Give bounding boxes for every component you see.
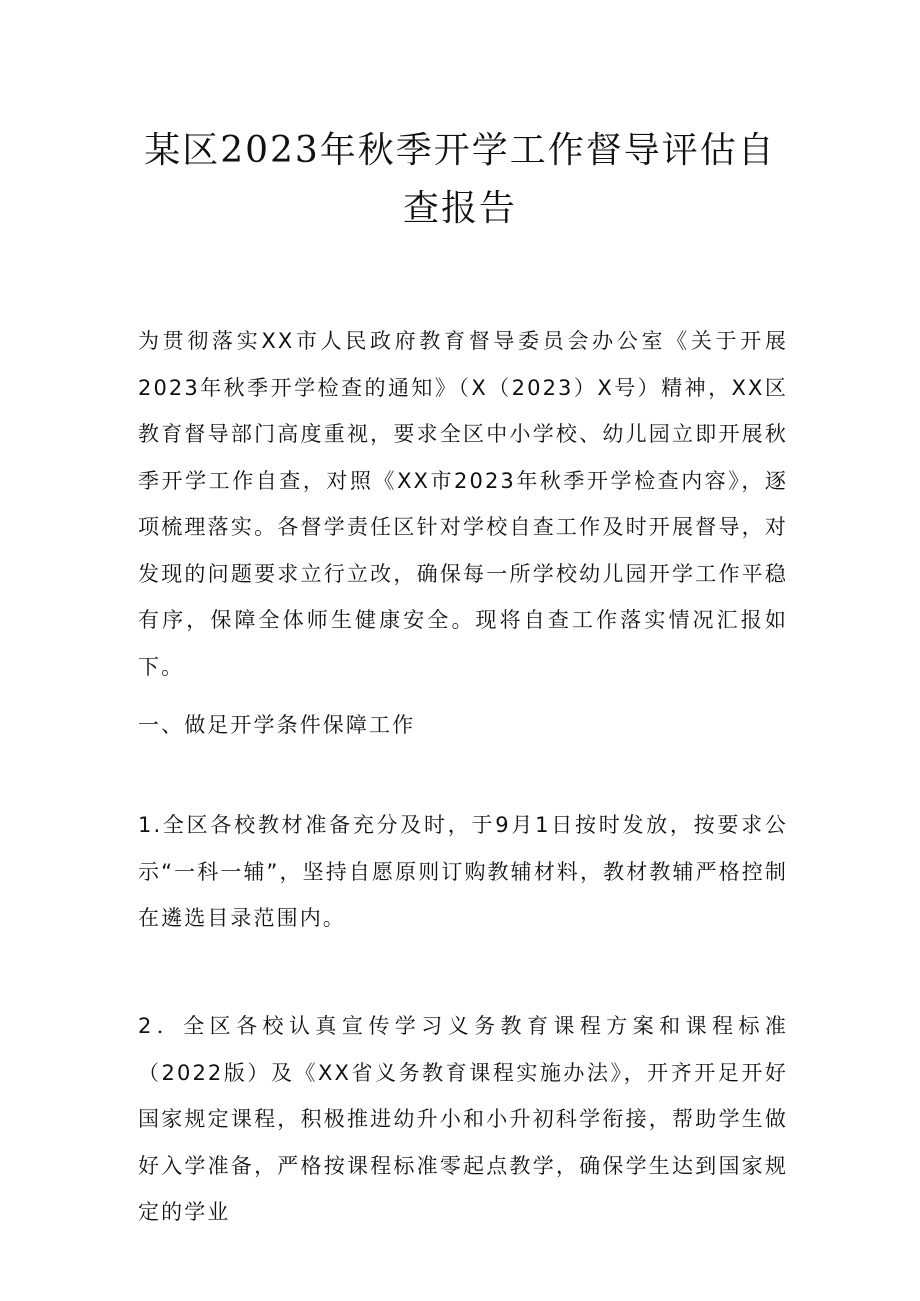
document-title: 某区2023年秋季开学工作督导评估自查报告 [144,130,776,229]
list-item: 2．全区各校认真宣传学习义务教育课程方案和课程标准（2022版）及《XX省义务教育课程实施办法》，开齐开足开好国家规定课程，积极推进幼升小和小升初科学衔接，帮助学生做好入学准备，严格按课程标准零起点教学，确保学生达到国家规定的学业 [138,1014,788,1224]
list-item: 1.全区各校教材准备充分及时，于9月1日按时发放，按要求公示“一科一辅”，坚持自愿原则订购教辅材料，教材教辅严格控制在遴选目录范围内。 [138,813,788,930]
section-heading: 一、做足开学条件保障工作 [138,713,416,737]
intro-paragraph: 为贯彻落实XX市人民政府教育督导委员会办公室《关于开展2023年秋季开学检查的通知》（X（2023）X号）精神，XX区教育督导部门高度重视，要求全区中小学校、幼儿园立即开展秋季开学工作自查，对照《XX市2023年秋季开学检查内容》，逐项梳理落实。各督学责任区针对学校自查工作及时开展督导，对发现的问题要求立行立改，确保每一所学校幼儿园开学工作平稳有序，保障全体师生健康安全。现将自查工作落实情况汇报如下。 [138,329,788,679]
